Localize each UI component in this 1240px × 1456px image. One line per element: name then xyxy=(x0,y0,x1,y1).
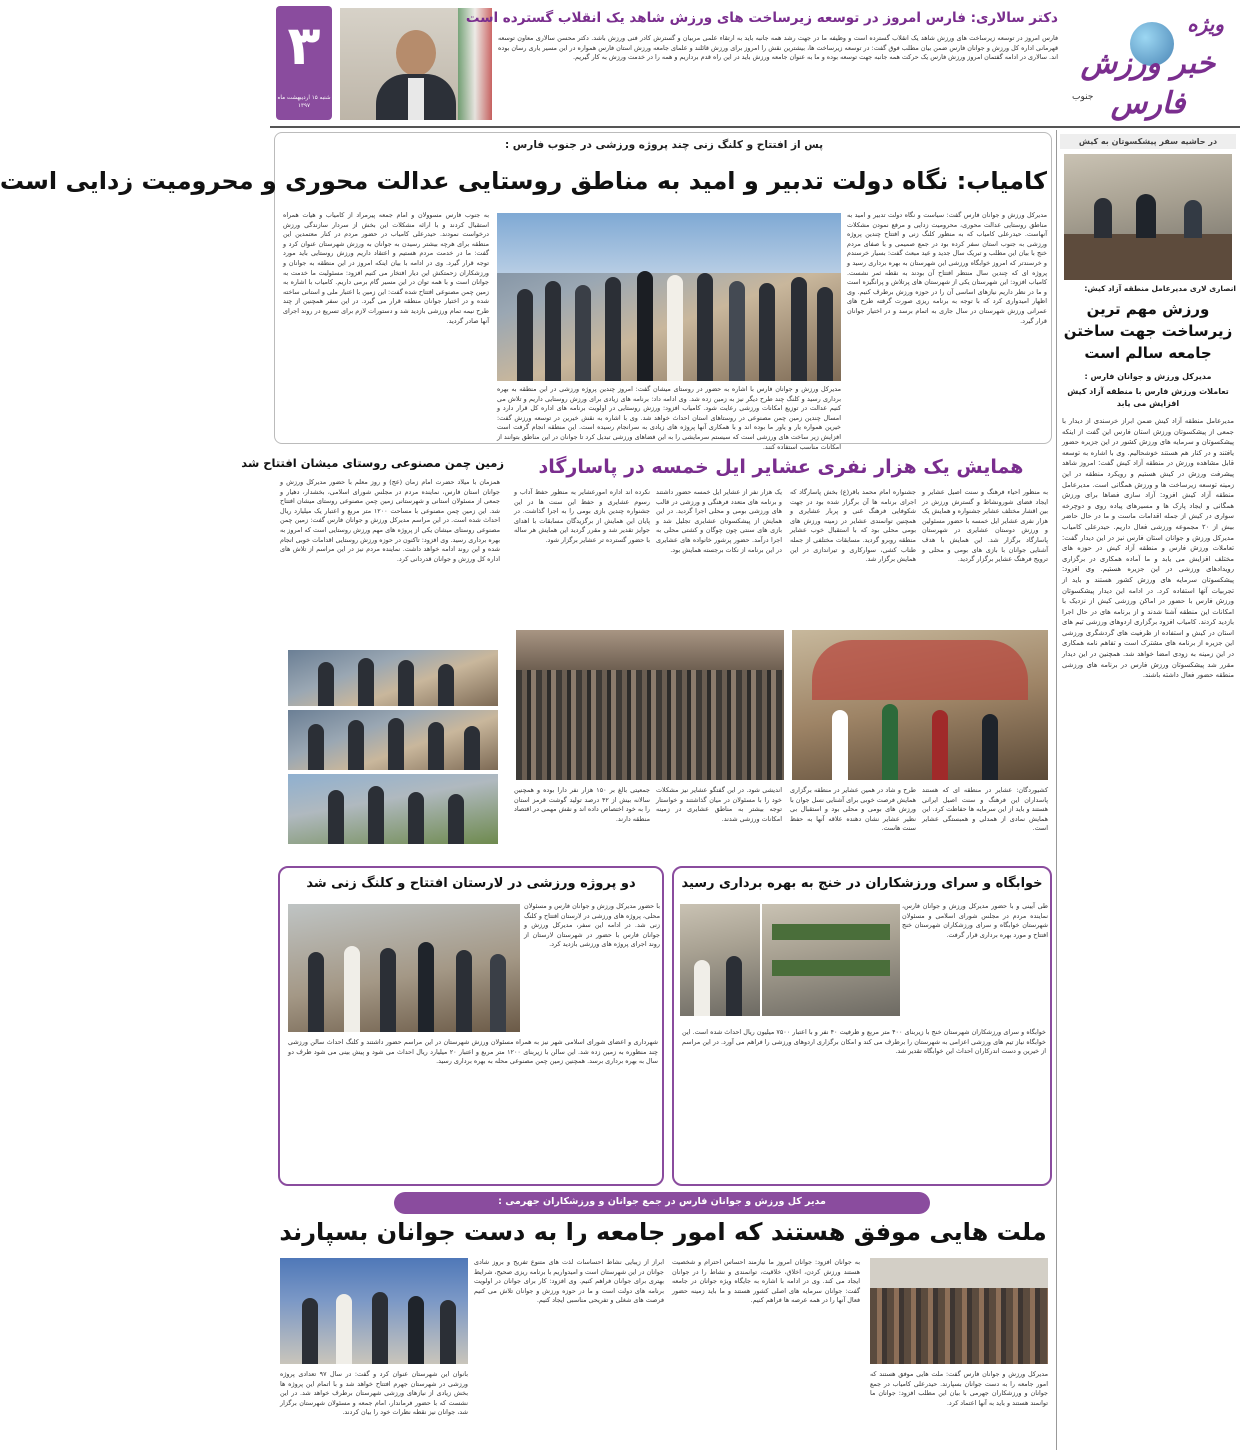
sidebar-divider xyxy=(1056,130,1057,1450)
ilkhamse-headline: همایش یک هزار نفری عشایر ایل خمسه در پاسارگاد xyxy=(538,456,1024,478)
sidebar-kicker: در حاشیه سفر پیشکسوتان به کیش xyxy=(1060,134,1236,149)
ilkhamse-tent-photo xyxy=(792,630,1048,780)
kamyab-col2: مدیرکل ورزش و جوانان فارس با اشاره به حضور در روستای میشان گفت: امروز چندین پروژه ورزشی در این منطقه به بهره برداری رسید و کلنگ چند طرح دیگر نیز به زمین زده شد. وی ادامه داد: برنامه های زیادی برای ورزش روستایی داریم و تلاش می کنیم عدالت در توزیع امکانات ورزشی رعایت شود. کامیاب افزود: ورزش روستایی در اولویت برنامه های اداره کل قرار دارد و امسال چندین زمین چمن مصنوعی در روستاهای استان احداث خواهد شد. وی با اشاره به نقش خیرین در توسعه ورزش گفت: خیرین همواره یار و یاور ما بوده اند و با همکاری آنها پروژه های زیادی به سرانجام رسیده است. این منطقه انجام گرفت است افزایش زیر ساخت های ورزشی است که سیستم سرمایشی را به این فضاهای ورزشی تبدیل کرد تا جوانان در این مناطق بتوانند از امکانات مناسب استفاده کنند. xyxy=(497,385,841,451)
field-body: همزمان با میلاد حضرت امام زمان (عج) و روز معلم با حضور مدیرکل ورزش و جوانان استان فارس، نماینده مردم در مجلس شورای اسلامی، بخشدار، دهیار و جمعی از مسئولان استانی و شهرستانی زمین چمن مصنوعی روستای میشان افتتاح شد. این زمین چمن مصنوعی با مساحت ۱۲۰۰ متر مربع و اعتبار یک میلیارد ریال احداث شده است. در این مراسم مدیرکل ورزش و جوانان فارس گفت: زمین چمن مصنوعی روستای میشان یکی از پروژه های مهم ورزش روستایی است که امروز به بهره برداری رسید. وی افزود: تاکنون در حوزه ورزش روستایی اقدامات خوبی انجام شده و این روند ادامه خواهد داشت. نماینده مردم نیز در این مراسم از تلاش های اداره کل ورزش و جوانان قدردانی کرد. xyxy=(280,478,500,563)
larestan-story xyxy=(278,866,664,1186)
logo xyxy=(1064,8,1234,120)
jahrom-story xyxy=(274,1192,1052,1452)
jahrom-col1-cont xyxy=(672,1372,860,1448)
jahrom-stage-photo xyxy=(280,1258,468,1364)
lead-title: دکتر سالاری: فارس امروز در توسعه زیرساخت های ورزش شاهد یک انقلاب گسترده است xyxy=(465,10,1058,26)
sidebar-headline: ورزش مهم ترین زیرساخت جهت ساختن جامعه سالم است xyxy=(1063,300,1233,362)
field-photo-3 xyxy=(288,774,498,844)
khonj-headline: خوابگاه و سرای ورزشکاران در خنج به بهره برداری رسید xyxy=(681,876,1043,891)
lead-body: فارس امروز در توسعه زیرساخت های ورزش شاهد یک انقلاب گسترده است و وظیفه ما در جهت رشد همه جانبه باید به ارتقاء علمی مربیان و گسترش کادر فنی ورزش باشد. دکتر محسن سالاری معاون توسعه قهرمانی اداره کل ورزش و جوانان فارس ضمن بیان مطلب فوق گفت: در توسعه زیرساخت ها، بیشترین نقش را امروز برای ورزش قائلند و علمای جامعه ورزش استان فارس همواره در این مسیر یاری رسان بوده اند. سالاری در ادامه گفتمان امروز ورزش فارس یک حرکت همه جانبه جهت توسعه بوده و ما به عنوان جامعه ورزش باید در این راه قدم برداریم و همه را در خدمت ورزش به کار گیریم. xyxy=(498,34,1058,62)
ilkhamse-foot1: کشیوردگان: عشایر در منطقه ای که هستند پاسداران این فرهنگ و سنت اصیل ایرانی هستند و باید از این سرمایه ها حفاظت کرد. این همایش نمادی از همدلی و همبستگی عشایر است. xyxy=(922,786,1048,833)
jahrom-col3: ابراز از زیبایی نشاط احساسات لذت های متنوع تفریح و بروز شادی جوانان در این شهرستان است و امیدواریم با برنامه ریزی صحیح، شرایط بهتری برای جوانان فراهم کنیم. وی افزود: کار برای جوانان در اولویت برنامه های دولت است و ما در حوزه ورزش و جوانان تلاش می کنیم فرصت های شغلی و تفریحی مناسبی ایجاد کنیم. xyxy=(473,1258,664,1305)
ilkhamse-col3: یک هزار نفر از عشایر ایل خمسه حضور داشتند و برنامه های متعدد فرهنگی و ورزشی در قالب های ورزشی بومی و محلی اجرا گردید. در این همایش از پیشکسوتان عشایری تجلیل شد و بازی های سنتی چون چوگان و کشتی محلی به اجرا درآمد. حضور پرشور خانواده های عشایری در این برنامه از نکات برجسته همایش بود. xyxy=(656,488,782,554)
khonj-dorm-photo-1 xyxy=(762,904,900,1016)
kamyab-story xyxy=(0,132,1052,451)
page-number-block xyxy=(276,6,332,120)
ilkhamse-foot2: طرح و شاد در همین عشایر در منطقه برگزاری همایش فرصت خوبی برای آشنایی نسل جوان با ورزش های بومی و محلی بود و استقبال بی نظیر عشایر نشان دهنده علاقه آنها به حفظ سنت هاست. xyxy=(790,786,916,833)
kamyab-headline: کامیاب: نگاه دولت تدبیر و امید به مناطق روستایی عدالت محوری و محرومیت زدایی است xyxy=(0,167,1047,195)
jahrom-audience-photo xyxy=(870,1258,1048,1364)
jahrom-col4: بانوان این شهرستان عنوان کرد و گفت: در سال ۹۷ تعدادی پروژه ورزشی در شهرستان جهرم افتتاح خواهد شد و با اتمام این پروژه ها بخش زیادی از نیازهای ورزشی شهرستان برطرف خواهد شد. در این نشست که با حضور فرماندار، امام جمعه و مسئولان شهرستان برگزار شد، جوانان نیز نقطه نظرات خود را بیان کردند. xyxy=(280,1370,468,1417)
kamyab-col3: به جنوب فارس مسوولان و امام جمعه پیرمراد از کامیاب و هیات همراه استقبال کردند و با ارائه مشکلات این بخش از سردار سازندگی ورزش درخواست نمودند. حیدرعلی کامیاب در حضور مردم در کنار معتمدین این منطقه برای هرچه بیشتر رسیدن به جوانان به ورزش شهرستان عنوان کرد و گفت: ما در خدمت مردم هستیم و اعتقاد داریم ورزش روستایی باید مورد توجه قرار گیرد. وی در ادامه با بیان اینکه امروز در این منطقه به جوانان و ورزشکاران زحمتکش این دیار افتخار می کنیم افزود: مسئولیت ما خدمت به جوانان است و با همه توان در این مسیر گام برمی داریم. کامیاب با اشاره به زمین چمن مصنوعی افتتاح شده گفت: این زمین با اعتبار ملی و استانی ساخته شده و در اختیار جوانان منطقه قرار می گیرد. در این سفر همچنین از چند طرح نیمه تمام ورزشی بازدید شد و دستورات لازم برای تسریع در روند اجرای آنها صادر گردید. xyxy=(283,211,489,325)
sidebar xyxy=(1060,130,1236,1452)
logo-top: ویژه xyxy=(1187,12,1224,36)
jahrom-col1: به جوانان افزود: جوانان امروز ما نیازمند احساس احترام و شخصیت هستند ورزش کردن، اخلاق، خلاقیت، توانمندی و نشاط را در جوانان ایجاد می کند. وی در ادامه با اشاره به جایگاه ویژه جوانان در جامعه گفت: جوانان سرمایه های اصلی کشور هستند و ما باید زمینه حضور فعال آنها را در همه عرصه ها فراهم کنیم. xyxy=(672,1258,860,1305)
kish-meeting-photo xyxy=(1064,154,1232,280)
ilkhamse-foot3: اندیشی شود. در این گفتگو عشایر نیز مشکلات خود را با مسئولان در میان گذاشتند و خواستار توجه بیشتر به مناطق عشایری در زمینه امکانات ورزشی شدند. xyxy=(656,786,782,823)
jahrom-col2: مدیرکل ورزش و جوانان فارس گفت: ملت هایی موفق هستند که امور جامعه را به دست جوانان بسپارند. حیدرعلی کامیاب در جمع جوانان و ورزشکاران جهرمی با بیان این مطلب افزود: جوانان ما توانمند هستند و باید به آنها اعتماد کرد. xyxy=(870,1370,1048,1407)
field-photo-1 xyxy=(288,650,498,706)
sidebar-sub1: مدیرکل ورزش و جوانان فارس : xyxy=(1084,372,1212,381)
sidebar-body: مدیرعامل منطقه آزاد کیش ضمن ابراز خرسندی از دیدار با جمعی از پیشکسوتان ورزش استان فارس این گفت از اینکه پیشکسوتان و سرمایه های ورزش کشور در این جزیره حضور یافتند و در کنار هم هستند خوشحالیم. وی با اشاره به توسعه قابل مشاهده ورزش در منطقه آزاد کیش گفت: امروز شاهد پیشرفت ورزش در کیش هستیم و رویکرد منطقه در این زمینه توسعه زیرساخت ها و ورزش همگانی است. مدیرعامل منطقه آزاد کیش افزود: آزاد سازی فضاها برای ورزش همگانی و ایجاد پارک ها و مسیرهای پیاده روی و دوچرخه سواری در کیش از جمله اقدامات ماست و ما در حال حاضر بیش از ۲۰ مجموعه ورزشی فعال داریم. حیدرعلی کامیاب مدیرکل ورزش و جوانان استان فارس نیز در این دیدار گفت: تعاملات ورزش فارس و منطقه آزاد کیش در حوزه های مختلف افزایش می یابد و ما آماده همکاری در برگزاری رویدادهای ورزشی در این جزیره هستیم. وی افزود: پیشکسوتان سرمایه های ورزش کشور هستند و باید از تجربیات آنها استفاده کرد. در ادامه این دیدار پیشکسوتان ورزش فارس با حضور در اماکن ورزشی کیش از نزدیک با امکانات این منطقه آشنا شدند و از برنامه های در حال اجرا بازدید کردند. کامیاب افزود برگزاری اردوهای ورزشی تیم های استان در کیش و استفاده از ظرفیت های گردشگری ورزشی این جزیره از برنامه های مشترک است و تفاهم نامه همکاری در این زمینه به زودی امضا خواهد شد. همچنین در این دیدار مقرر شد پیشکسوتان ورزش فارس در برنامه های ورزشی منطقه حضور فعال داشته باشند. xyxy=(1062,417,1234,680)
masthead xyxy=(270,0,1240,124)
khonj-col2: خوابگاه و سرای ورزشکاران شهرستان خنج با زیربنای ۴۰۰ متر مربع و ظرفیت ۴۰ نفر و با اعتبار ۷۵۰۰ میلیون ریال احداث شده است. این خوابگاه نیاز تیم های ورزشی اعزامی به شهرستان را برطرف می کند و امکان برگزاری اردوهای ورزشی را فراهم می آورد. در این مراسم از خیرین و دست اندرکاران احداث این خوابگاه تقدیر شد. xyxy=(682,1028,1046,1056)
ilkhamse-col2: جشنواره امام محمد باقر(ع) بخش پاسارگاد که اجرای برنامه ها آن برگزار شده بود در جهت شکوفایی فرهنگ غنی و پربار عشایری و همچنین توانمندی عشایر در زمینه ورزش های بومی محلی بود که با استقبال خوب عشایر منطقه روبرو گردید. مسابقات مختلفی از جمله طناب کشی، سوارکاری و تیراندازی در این همایش برگزار شد. xyxy=(790,488,916,564)
larestan-col1: با حضور مدیرکل ورزش و جوانان فارس و مسئولان محلی، پروژه های ورزشی در لارستان افتتاح و کلنگ زنی شد. در ادامه این سفر، مدیرکل ورزش و جوانان فارس با حضور در شهرستان لارستان از روند اجرای پروژه های ورزشی بازدید کرد. xyxy=(524,902,660,949)
kamyab-col1: مدیرکل ورزش و جوانان فارس گفت: سیاست و نگاه دولت تدبیر و امید به مناطق روستایی عدالت محوری، محرومیت زدایی و مرفع نمودن مشکلات آنهاست. حیدرعلی کامیاب که به منظور کلنگ زنی و افتتاح چندین پروژه ورزشی به جنوب استان سفر کرده بود در جمع صمیمی و با صفای مردم خنج با بیان این مطلب و تبریک سال جدید و عید مبعث گفت: بسیار خرسندم و خرسندتر که امروز خوابگاه ورزشی این شهرستان به بهره برداری رسید و پروژه ای که چندین سال منتظر افتتاح آن بودند به نقطه ثمر نشست. کامیاب افزود: این شهرستان یکی از شهرستان های پرتلاش و پرانگیزه است و ما در نظر داریم نیازهای اساسی آن را در حوزه ورزش برطرف کنیم. وی اظهار امیدواری کرد که با توجه به برنامه ریزی صورت گرفته طرح های عمرانی ورزش شهرستان در سال جاری به اتمام برسد و در اختیار جوانان قرار گیرد. xyxy=(847,211,1047,325)
jahrom-kicker: مدیر کل ورزش و جوانان فارس در جمع جوانان و ورزشکاران جهرمی : xyxy=(498,1196,826,1207)
logo-tag: جنوب xyxy=(1072,92,1094,102)
issue-date: شنبه ۱۵ اردیبهشت ماه ۱۳۹۷ xyxy=(277,95,331,109)
ilkhamse-col1: به منظور احیاء فرهنگ و سنت اصیل عشایر و ایجاد فضای شورونشاط و گسترش ورزش در بین اقشار مختلف عشایر جشنواره و همایش یک هزار نفری عشایر ایل خمسه با حضور مسئولین و ورزش دوستان عشایری در شهرستان پاسارگاد برگزار شد. این همایش با هدف آشنایی جوانان با بازی های بومی و محلی و ترویج فرهنگ عشایر برگزار گردید. xyxy=(922,488,1048,564)
khonj-dorm-photo-2 xyxy=(680,904,760,1016)
kamyab-kicker: پس از افتتاح و کلنگ زنی چند پروژه ورزشی در جنوب فارس : xyxy=(504,139,824,151)
masthead-divider xyxy=(270,126,1240,128)
ilkhamse-story xyxy=(510,450,1052,852)
jahrom-headline: ملت هایی موفق هستند که امور جامعه را به دست جوانان بسپارند xyxy=(279,1218,1047,1246)
kamyab-ceremony-photo xyxy=(497,213,841,381)
sidebar-sub2: تعاملات ورزش فارس با منطقه آزاد کیش افزایش می یابد xyxy=(1067,387,1229,408)
larestan-col2: شهرداری و اعضای شورای اسلامی شهر نیز به همراه مسئولان ورزش شهرستان در این مراسم حضور داشتند و کلنگ احداث سالن ورزشی چند منظوره به زمین زده شد. این سالن با زیربنای ۱۲۰۰ متر مربع و اعتبار ۲۰ میلیارد ریال احداث می شود و پیش بینی می شود ظرف دو سال به بهره برداری برسد. همچنین زمین چمن مصنوعی محله به بهره برداری رسید. xyxy=(288,1038,658,1066)
field-photo-2 xyxy=(288,710,498,770)
ilkhamse-foot4: جمعیتی بالغ بر ۱۵۰ هزار نفر دارا بوده و همچنین سالانه بیش از ۴۲ درصد تولید گوشت قرمز استان را به خود اختصاص داده اند و نقش مهمی در اقتصاد منطقه دارند. xyxy=(514,786,650,823)
ilkhamse-crowd-photo xyxy=(516,630,784,780)
page-number: ۳ xyxy=(287,14,321,77)
sidebar-caption: انصاری لاری مدیرعامل منطقه آزاد کیش: xyxy=(1084,284,1236,293)
ilkhamse-col4: نکرده اند اداره امورعشایر به منظور حفظ آداب و رسوم عشایری و حفظ این سنت ها در این جشنواره چندین بازی بومی را به اجرا گذاشت. در پایان این همایش از برگزیدگان مسابقات با اهدای جوایز تقدیر شد و مقرر گردید این همایش هر ساله با حضور گسترده تر عشایر برگزار شود. xyxy=(514,488,650,544)
logo-main: خبر ورزش فارس xyxy=(1080,46,1216,121)
larestan-photo xyxy=(288,904,520,1032)
khonj-col1: طی آیینی و با حضور مدیرکل ورزش و جوانان فارس، نماینده مردم در مجلس شورای اسلامی و مسئولان شهرستان خوابگاه و سرای ورزشکاران شهرستان خنج افتتاح و مورد بهره برداری قرار گرفت. xyxy=(902,902,1048,939)
field-headline: زمین چمن مصنوعی روستای میشان افتتاح شد xyxy=(241,456,504,470)
field-story xyxy=(241,450,504,850)
khonj-story xyxy=(672,866,1052,1186)
larestan-headline: دو پروژه ورزشی در لارستان افتتاح و کلنگ زنی شد xyxy=(306,876,636,891)
